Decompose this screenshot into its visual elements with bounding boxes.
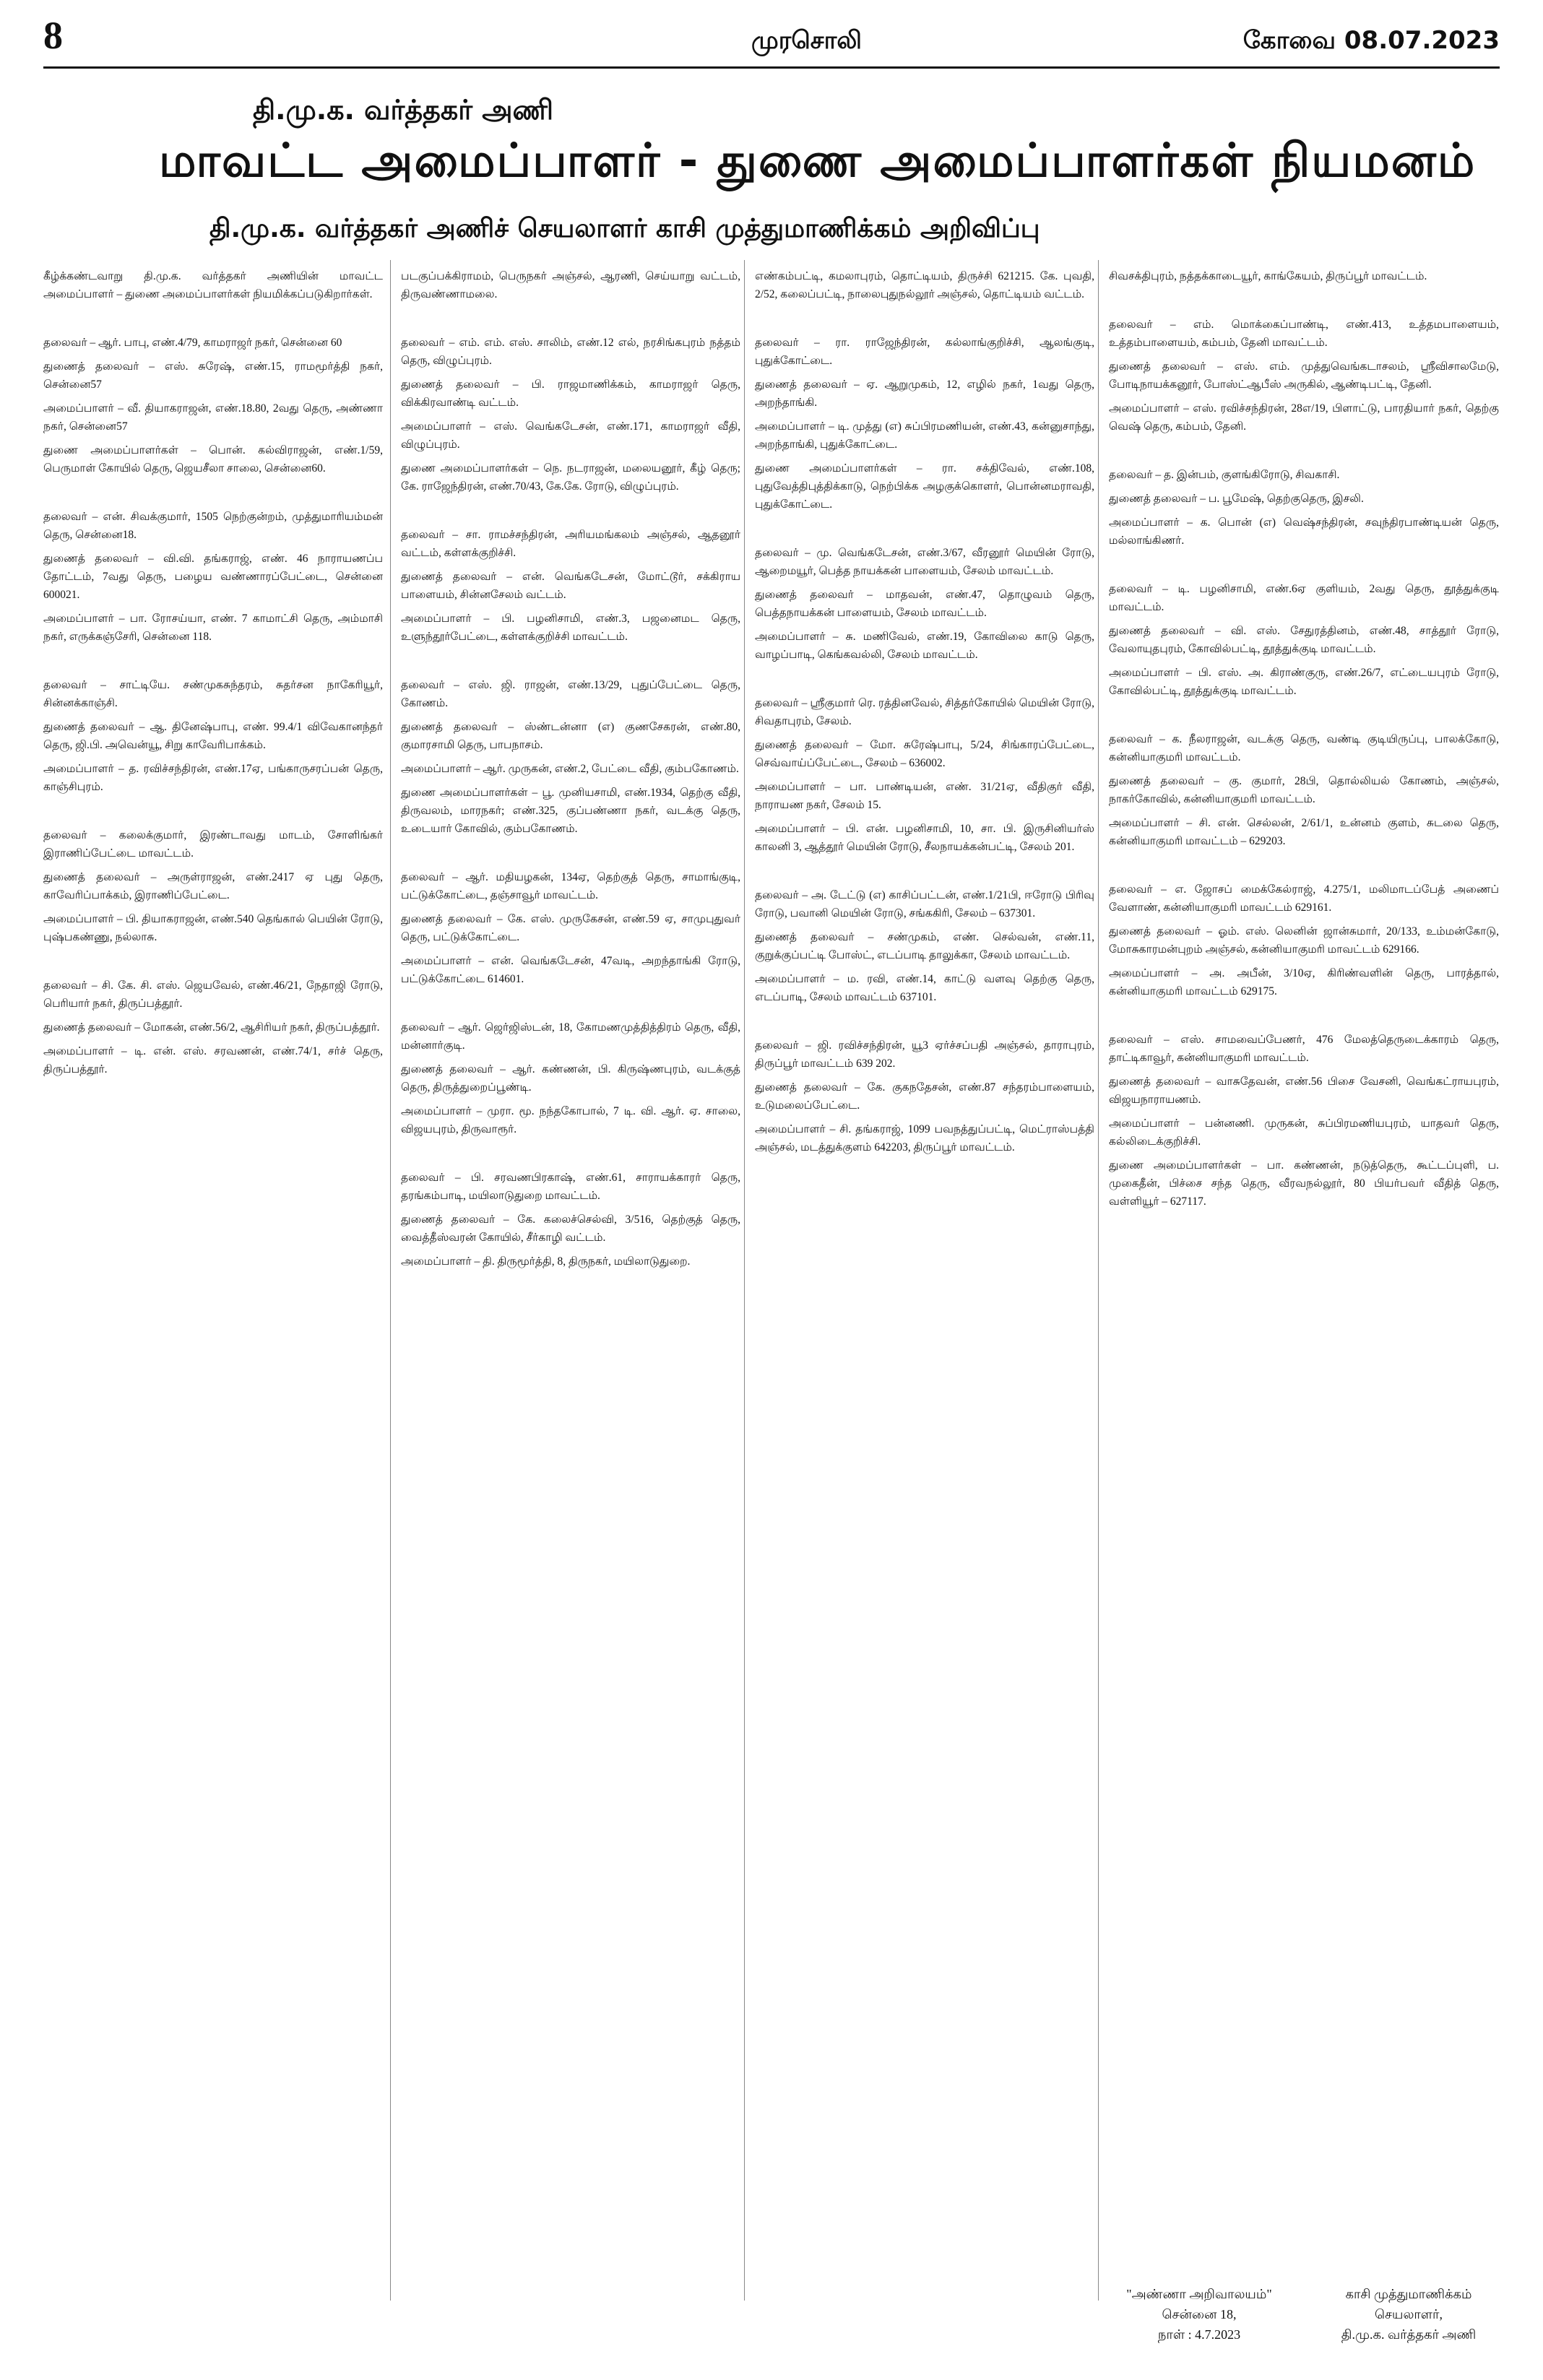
entry: அமைப்பாளர் – பா. ரோசய்யா, எண். 7 காமாட்சி தெரு, அம்மாசி நகர், எருக்கஞ்சேரி, சென்னை 118. (43, 613, 383, 643)
column-divider (390, 260, 391, 2301)
entry: துணைத் தலைவர் – வாசுதேவன், எண்.56 பிசை வேசனி, வெங்கட்ராயபுரம், விஜயநாராயணம். (1109, 1076, 1499, 1106)
page-number: 8 (43, 14, 63, 57)
column-divider (1098, 260, 1099, 2301)
entry: தலைவர் – சா. ராமச்சந்திரன், அரியமங்கலம் அஞ்சல், ஆதனூர் வட்டம், கள்ளக்குறிச்சி. (401, 529, 740, 559)
entry: தலைவர் – டி. பழனிசாமி, எண்.6ஏ குளியம், 2வது தெரு, தூத்துக்குடி மாவட்டம். (1109, 583, 1499, 613)
page-header (43, 13, 1500, 69)
edition-date: கோவை 08.07.2023 (1242, 26, 1500, 55)
entry: துணைத் தலைவர் – ஆ. தினேஷ்பாபு, எண். 99.4/1 விவேகானந்தர் தெரு, ஜி.பி. அவென்யூ, சிறு காவேரிபாக்கம். (43, 721, 383, 751)
entry: தலைவர் – ஸ்ரீகுமார் ரெ. ரத்தினவேல், சித்தர்கோயில் மெயின் ரோடு, சிவதாபுரம், சேலம். (755, 697, 1094, 727)
newspaper-name: முரசொலி (751, 26, 862, 55)
entry: படகுப்பக்கிராமம், பெருநகர் அஞ்சல், ஆரணி, செய்யாறு வட்டம், திருவண்ணாமலை. (401, 270, 740, 300)
column-1 (43, 267, 383, 1084)
entry: தலைவர் – சாட்டியே. சண்முகசுந்தரம், சுதர்சன நாகேரியூர், சின்னக்காஞ்சி. (43, 679, 383, 709)
entry: தலைவர் – ரா. ராஜேந்திரன், கல்லாங்குறிச்சி, ஆலங்குடி, புதுக்கோட்டை. (755, 337, 1094, 367)
entry: தலைவர் – ஆர். ஜெர்ஜிஸ்டன், 18, கோமணமுத்தித்திரம் தெரு, வீதி, மன்னார்குடி. (401, 1021, 740, 1052)
entry: துணைத் தலைவர் – கே. கலைச்செல்வி, 3/516, தெற்குத் தெரு, வைத்தீஸ்வரன் கோயில், சீர்காழி வட்டம். (401, 1213, 740, 1244)
entry: அமைப்பாளர் – பி. எஸ். அ. கிராண்குரு, எண்.26/7, எட்டையபுரம் ரோடு, கோவில்பட்டி, தூத்துக்குடி மாவட்டம். (1109, 667, 1499, 697)
signatory-role: செயலாளர், (1375, 2307, 1443, 2321)
column-divider (744, 260, 745, 2301)
entry: துணைத் தலைவர் – கே. குகநதேசன், எண்.87 சந்தரம்பாளையம், உடுமலைப்பேட்டை. (755, 1081, 1094, 1112)
entry: தலைவர் – எம். மொக்கைப்பாண்டி, எண்.413, உத்தமபாளையம், உத்தம்பாளையம், கம்பம், தேனி மாவட்டம். (1109, 319, 1499, 349)
entry: துணைத் தலைவர் – அருள்ராஜன், எண்.2417 ஏ புது தெரு, காவேரிப்பாக்கம், இராணிப்பேட்டை. (43, 871, 383, 901)
issue-date: நாள் : 4.7.2023 (1157, 2327, 1241, 2342)
entry: தலைவர் – மு. வெங்கடேசன், எண்.3/67, வீரனூர் மெயின் ரோடு, ஆறைமயூர், பெத்த நாயக்கன் பாளையம், சேலம் மாவட்டம். (755, 547, 1094, 577)
entry: துணைத் தலைவர் – ஏ. ஆறுமுகம், 12, எழில் நகர், 1வது தெரு, அறந்தாங்கி. (755, 378, 1094, 409)
entry: துணைத் தலைவர் – மோ. சுரேஷ்பாபு, 5/24, சிங்காரப்பேட்டை, செவ்வாய்ப்பேட்டை, சேலம் – 636002. (755, 739, 1094, 769)
entry: தலைவர் – த. இன்பம், குளங்கிரோடு, சிவகாசி. (1109, 469, 1340, 481)
entry: அமைப்பாளர் – க. பொன் (எ) வெஷ்சந்திரன், சவுந்திரபாண்டியன் தெரு, மல்லாங்கிணர். (1109, 516, 1499, 547)
entry: தலைவர் – ஜி. ரவிச்சந்திரன், யூ3 ஏர்ச்சப்பதி அஞ்சல், தாராபுரம், திருப்பூர் மாவட்டம் 639 202. (755, 1039, 1094, 1070)
entry: தலைவர் – என். சிவக்குமார், 1505 நெற்குன்றம், முத்துமாரியம்மன் தெரு, சென்னை18. (43, 511, 383, 541)
entry: தலைவர் – பி. சரவணபிரகாஷ், எண்.61, சாராயக்காரர் தெரு, தரங்கம்பாடி, மயிலாடுதுறை மாவட்டம். (401, 1172, 740, 1202)
entry: துணைத் தலைவர் – சண்முகம், எண். செல்வன், எண்.11, குறுக்குப்பட்டி போஸ்ட், எடப்பாடி தாலுக்கா, சேலம் மாவட்டம். (755, 931, 1094, 961)
entry: சிவசக்திபுரம், நத்தக்காடையூர், காங்கேயம், திருப்பூர் மாவட்டம். (1109, 270, 1427, 282)
signatory-org: தி.மு.க. வர்த்தகர் அணி (1341, 2327, 1477, 2342)
entry: அமைப்பாளர் – சு. மணிவேல், எண்.19, கோவிலை காடு தெரு, வாழப்பாடி, கெங்கவல்லி, சேலம் மாவட்டம். (755, 631, 1094, 661)
entry: துணைத் தலைவர் – கே. எஸ். முருகேசன், எண்.59 ஏ, சாமுபுதுவர் தெரு, பட்டுக்கோட்டை. (401, 913, 740, 943)
entry: துணைத் தலைவர் – வி.வி. தங்கராஜ், எண். 46 நாராயணப்ப தோட்டம், 7வது தெரு, பழைய வண்ணாரப்பேட்டை, சென்னை 600021. (43, 553, 383, 601)
entry: தலைவர் – சி. கே. சி. எஸ். ஜெயவேல், எண்.46/21, நேதாஜி ரோடு, பெரியார் நகர், திருப்பத்தூர். (43, 979, 383, 1010)
entry: அமைப்பாளர் – ம. ரவி, எண்.14, காட்டு வளவு தெற்கு தெரு, எடப்பாடி, சேலம் மாவட்டம் 637101. (755, 973, 1094, 1003)
entry: எண்கம்பட்டி, கமலாபுரம், தொட்டியம், திருச்சி 621215. கே. புவதி, 2/52, கலைப்பட்டி, நாலைபுதுநல்லூர் அஞ்சல், தொட்டியம் வட்டம். (755, 270, 1094, 300)
entry: அமைப்பாளர் – டி. என். எஸ். சரவணன், எண்.74/1, சர்ச் தெரு, திருப்பத்தூர். (43, 1045, 383, 1076)
entry: தலைவர் – ஆர். பாபு, எண்.4/79, காமராஜர் நகர், சென்னை 60 (43, 337, 342, 349)
entry: துணைத் தலைவர் – எஸ். எம். முத்துவெங்கடாசலம், ஸ்ரீவிசாலமேடு, போடிநாயக்கனூர், போஸ்ட்ஆபீஸ் அருகில், ஆண்டிபட்டி, தேனி. (1109, 360, 1499, 391)
entry: தலைவர் – கலைக்குமார், இரண்டாவது மாடம், சோளிங்கர் இராணிப்பேட்டை மாவட்டம். (43, 829, 383, 860)
entry: அமைப்பாளர் – பி. என். பழனிசாமி, 10, சா. பி. இருசினியர்ஸ் காலனி 3, ஆத்தூர் மெயின் ரோடு, சீலநாயக்கன்பட்டி, சேலம் 201. (755, 823, 1094, 853)
entry: அமைப்பாளர் – சி. என். செல்லன், 2/61/1, உன்னம் குளம், சுடலை தெரு, கன்னியாகுமரி மாவட்டம் – 629203. (1109, 817, 1499, 847)
entry: அமைப்பாளர் – எஸ். வெங்கடேசன், எண்.171, காமராஜர் வீதி, விழுப்புரம். (401, 420, 740, 451)
entry: அமைப்பாளர் – என். வெங்கடேசன், 47வடி, அறந்தாங்கி ரோடு, பட்டுக்கோட்டை 614601. (401, 955, 740, 985)
entry: அமைப்பாளர் – பி. தியாகராஜன், எண்.540 தெங்கால் பெயின் ரோடு, புஷ்பகண்ணு, நல்லாசு. (43, 913, 383, 943)
office-name: "அண்ணா அறிவாலயம்" (1126, 2287, 1272, 2301)
entry: தலைவர் – ஆர். மதியழகன், 134ஏ, தெற்குத் தெரு, சாமாங்குடி, பட்டுக்கோட்டை, தஞ்சாவூர் மாவட்டம். (401, 871, 740, 901)
entry: துணைத் தலைவர் – ப. பூமேஷ், தெற்குதெரு, இசலி. (1109, 493, 1364, 505)
entry: துணைத் தலைவர் – எஸ். சுரேஷ், எண்.15, ராமமூர்த்தி நகர், சென்னை57 (43, 360, 383, 391)
entry: அமைப்பாளர் – சி. தங்கராஜ், 1099 பவநத்துப்பட்டி, மெட்ராஸ்பத்தி அஞ்சல், மடத்துக்குளம் 642203, திருப்பூர் மாவட்டம். (755, 1123, 1094, 1154)
entry: தலைவர் – எ. ஜோசப் மைக்கேல்ராஜ், 4.275/1, மலிமாடப்பேத் அணைப் வேளாண், கன்னியாகுமரி மாவட்டம் 629161. (1109, 883, 1499, 914)
entry: அமைப்பாளர் – த. ரவிச்சந்திரன், எண்.17ஏ, பங்காருசரப்பன் தெரு, காஞ்சிபுரம். (43, 763, 383, 793)
article-title (43, 94, 1500, 217)
entry: துணைத் தலைவர் – கு. குமார், 28பி, தொல்லியல் கோணம், அஞ்சல், நாகர்கோவில், கன்னியாகுமரி மாவட்டம். (1109, 775, 1499, 805)
entry: துணைத் தலைவர் – மாதவன், எண்.47, தொழுவம் தெரு, பெத்தநாயக்கன் பாளையம், சேலம் மாவட்டம். (755, 589, 1094, 619)
entry: துணைத் தலைவர் – ஆர். கண்ணன், பி. கிருஷ்ணபுரம், வடக்குத் தெரு, திருத்துறைப்பூண்டி. (401, 1063, 740, 1094)
entry: துணை அமைப்பாளர்கள் – நெ. நடராஜன், மலையனூர், கீழ் தெரு; கே. ராஜேந்திரன், எண்.70/43, கே.கே. ரோடு, விழுப்புரம். (401, 462, 740, 493)
entry: துணை அமைப்பாளர்கள் – ரா. சக்திவேல், எண்.108, புதுவேத்திபுத்திக்காடு, நெற்பிக்க அழகுக்கொளர், பொன்னமராவதி, புதுக்கோட்டை. (755, 462, 1094, 511)
entry: துணைத் தலைவர் – பி. ராஜமாணிக்கம், காமராஜர் தெரு, விக்கிரவாண்டி வட்டம். (401, 378, 740, 409)
entry: துணை அமைப்பாளர்கள் – பொன். கல்விராஜன், எண்.1/59, பெருமாள் கோயில் தெரு, ஜெயசீலா சாலை, சென்னை60. (43, 444, 383, 475)
entry: அமைப்பாளர் – பன்னணி. முருகன், சுப்பிரமணியபுரம், யாதவர் தெரு, கல்லிடைக்குறிச்சி. (1109, 1117, 1499, 1148)
entry: துணை அமைப்பாளர்கள் – பூ. முனியசாமி, எண்.1934, தெற்கு வீதி, திருவலம், மாரநகர்; எண்.325, குப்பண்ணா நகர், வடக்கு தெரு, உடையார் கோவில், கும்பகோணம். (401, 787, 740, 835)
column-3 (755, 267, 1094, 1162)
entry: தலைவர் – எம். எம். எஸ். சாலிம், எண்.12 எல், நரசிங்கபுரம் நத்தம் தெரு, விழுப்புரம். (401, 337, 740, 367)
entry: துணை அமைப்பாளர்கள் – பா. கண்ணன், நடுத்தெரு, கூட்டப்புளி, ப. முகைதீன், பிச்சை சந்த தெரு, வீரவநல்லூர், 80 பியர்பவர் வீதித் தெரு, வள்ளியூர் – 627117. (1109, 1159, 1499, 1208)
entry: தலைவர் – எஸ். சாமவைப்பேணர், 476 மேலத்தெருடைக்காரம் தெரு, தாட்டிகாவூர், கன்னியாகுமரி மாவட்டம். (1109, 1034, 1499, 1064)
entry: துணைத் தலைவர் – என். வெங்கடேசன், மோட்டூர், சக்கிராய பாளையம், சின்னசேலம் வட்டம். (401, 571, 740, 601)
office-place: சென்னை 18, (1162, 2307, 1237, 2321)
subtitle: தி.மு.க. வர்த்தகர் அணிச் செயலாளர் காசி முத்துமாணிக்கம் அறிவிப்பு (209, 214, 1040, 243)
entry: அமைப்பாளர் – டி. முத்து (எ) சுப்பிரமணியன், எண்.43, கன்னுசாந்து, அறந்தாங்கி, புதுக்கோட்டை. (755, 420, 1094, 451)
signatory-name: காசி முத்துமாணிக்கம் (1345, 2287, 1472, 2301)
column-4 (1109, 267, 1499, 1216)
entry: கீழ்க்கண்டவாறு தி.மு.க. வர்த்தகர் அணியின் மாவட்ட அமைப்பாளர் – துணை அமைப்பாளர்கள் நியமிக்கப்படுகிறார்கள். (43, 270, 383, 300)
column-2 (401, 267, 740, 1276)
entry: அமைப்பாளர் – பி. பழனிசாமி, எண்.3, பஜனைமட தெரு, உளுந்தூர்பேட்டை, கள்ளக்குறிச்சி மாவட்டம். (401, 613, 740, 643)
entry: துணைத் தலைவர் – ஓம். எஸ். லெனின் ஜான்சுமார், 20/133, உம்மன்கோடு, மோசுகாரமன்புறம் அஞ்சல், கன்னியாகுமரி மாவட்டம் 629166. (1109, 925, 1499, 956)
entry: அமைப்பாளர் – ஆர். முருகன், எண்.2, பேட்டை வீதி, கும்பகோணம். (401, 763, 739, 775)
entry: தலைவர் – க. நீலராஜன், வடக்கு தெரு, வண்டி குடியிருப்பு, பாலக்கோடு, கன்னியாகுமரி மாவட்டம். (1109, 733, 1499, 763)
entry: அமைப்பாளர் – பா. பாண்டியன், எண். 31/21ஏ, வீதிகுர் வீதி, நாராயண நகர், சேலம் 15. (755, 781, 1094, 811)
entry: அமைப்பாளர் – அ. அபீன், 3/10ஏ, கிரிண்வளின் தெரு, பாரத்தால், கன்னியாகுமரி மாவட்டம் 629175. (1109, 967, 1499, 998)
wing-title: தி.மு.க. வர்த்தகர் அணி (253, 94, 554, 126)
entry: துணைத் தலைவர் – மோகன், எண்.56/2, ஆசிரியர் நகர், திருப்பத்தூர். (43, 1021, 380, 1034)
headline: மாவட்ட அமைப்பாளர் - துணை அமைப்பாளர்கள் நியமனம் (159, 134, 1477, 188)
entry: துணைத் தலைவர் – ஸ்ண்டன்னா (எ) குணசேகரன், எண்.80, குமாரசாமி தெரு, பாபநாசம். (401, 721, 740, 751)
entry: துணைத் தலைவர் – வி. எஸ். சேதுரத்தினம், எண்.48, சாத்தூர் ரோடு, வேலாயுதபுரம், கோவில்பட்டி, தூத்துக்குடி மாவட்டம். (1109, 625, 1499, 655)
entry: அமைப்பாளர் – தி. திருமூர்த்தி, 8, திருநகர், மயிலாடுதுறை. (401, 1255, 691, 1268)
entry: தலைவர் – அ. டேட்டு (எ) காசிப்பட்டன், எண்.1/21பி, ஈரோடு பிரிவு ரோடு, பவானி மெயின் ரோடு, சங்ககிரி, சேலம் – 637301. (755, 889, 1094, 919)
entry: அமைப்பாளர் – வீ. தியாகராஜன், எண்.18.80, 2வது தெரு, அண்ணா நகர், சென்னை57 (43, 402, 383, 433)
entry: அமைப்பாளர் – எஸ். ரவிச்சந்திரன், 28எ/19, பிளாட்டு, பாரதியார் நகர், தெற்கு வெஷ் தெரு, கம்பம், தேனி. (1109, 402, 1499, 433)
entry: தலைவர் – எஸ். ஜி. ராஜன், எண்.13/29, புதுப்பேட்டை தெரு, கோணம். (401, 679, 740, 709)
entry: அமைப்பாளர் – முரா. மூ. நந்தகோபால், 7 டி. வி. ஆர். ஏ. சாலை, விஜயபுரம், திருவாரூர். (401, 1105, 740, 1135)
